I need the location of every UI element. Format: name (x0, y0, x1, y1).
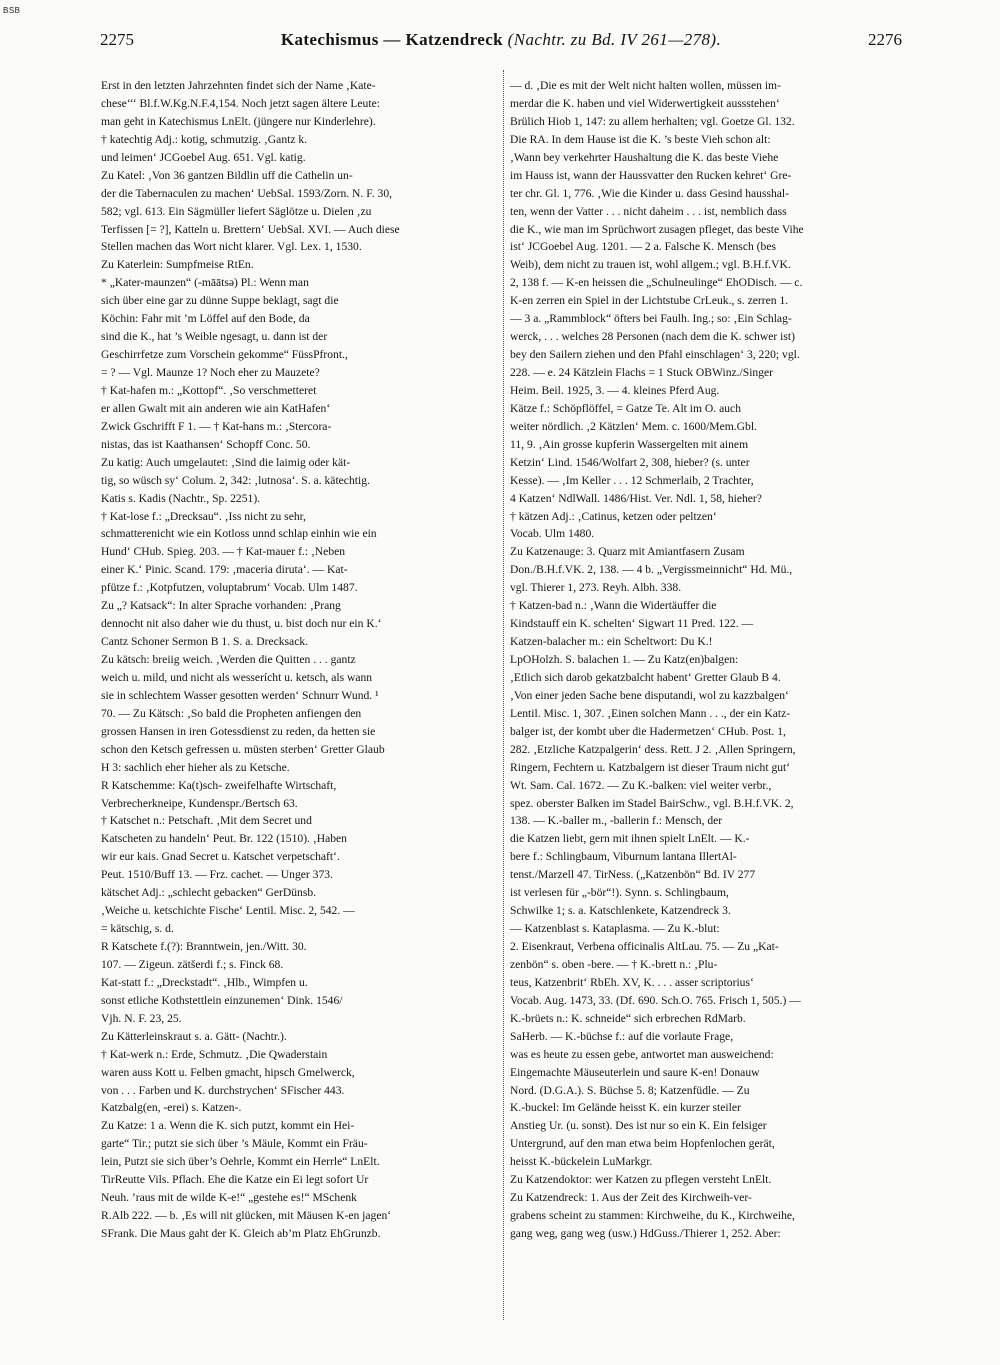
text-line: sie in schlechtem Wasser gesotten werden‘ Schnurr Wund. ¹ (101, 688, 379, 702)
text-line: 11, 9. ‚Ain grosse kupferin Wassergelten mit ainem (510, 437, 749, 451)
text-line: pfütze f.: ‚Kotpfutzen, voluptabrum‘ Vocab. Ulm 1487. (101, 581, 358, 595)
text-line: Zu Kätterleinskraut s. a. Gätt- (Nachtr.). (101, 1029, 287, 1043)
text-line: Ringern, Fechtern u. Katzbalgern ist dieser Traum nicht gut‘ (510, 760, 791, 774)
text-line: Don./B.H.f.VK. 2, 138. — 4 b. „Vergissmeinnicht“ Hd. Mü., (510, 563, 793, 577)
text-line: — 3 a. „Rammblock“ öfters bei Faulh. Ing.; so: ‚Ein Schlag- (510, 312, 792, 326)
text-line: 107. — Zigeun. zätšerdi f.; s. Finck 68. (101, 957, 284, 971)
text-line: und leimen‘ JCGoebel Aug. 651. Vgl. katig. (101, 150, 306, 164)
text-line: von . . . Farben und K. durchstrychen‘ SFischer 443. (101, 1083, 345, 1097)
text-line: R.Alb 222. — b. ‚Es will nit glücken, mit Mäusen K-en jagen‘ (101, 1209, 392, 1223)
text-line: einer K.‘ Pinic. Scand. 179: ‚maceria diruta‘. — Kat- (101, 563, 348, 577)
running-title-note: (Nachtr. zu Bd. IV 261—278). (507, 30, 722, 49)
text-line: ‚Etlich sich darob gekatzbalcht habent‘ Gretter Glaub B 4. (510, 670, 781, 684)
text-line: ‚Von einer jeden Sache bene disputandi, wol zu kazzbalgen‘ (510, 688, 789, 702)
text-line: Neuh. ’raus mit de wilde K-e!“ „gestehe es!“ MSchenk (101, 1191, 357, 1205)
text-line: zenbön“ s. oben -bere. — † K.-brett n.: ‚Plu- (510, 957, 718, 971)
text-line: † Katschet n.: Petschaft. ‚Mit dem Secret und (101, 814, 312, 828)
text-line: kätschet Adj.: „schlecht gebacken“ GerDünsb. (101, 886, 317, 900)
text-line: Weib), dem nicht zu trauen ist, wohl allgem.; vgl. B.H.f.VK. (510, 258, 791, 272)
text-line: tenst./Marzell 47. TirNess. („Katzenbön“ Bd. IV 277 (510, 868, 756, 882)
text-line: Vocab. Aug. 1473, 33. (Df. 690. Sch.O. 765. Frisch 1, 505.) — (510, 993, 801, 1007)
text-line: Eingemachte Mäuseuterlein und saure K-en! Donauw (510, 1065, 760, 1079)
text-line: 138. — K.-baller m., -ballerin f.: Mensch, der (510, 814, 723, 828)
text-line: LpOHolzh. S. balachen 1. — Zu Katz(en)balgen: (510, 653, 739, 666)
text-line: Heim. Beil. 1925, 3. — 4. kleines Pferd Aug. (510, 383, 720, 397)
text-line: chese‘‘‘ Bl.f.W.Kg.N.F.4,154. Noch jetzt sagen ältere Leute: (101, 96, 380, 110)
text-line: ist verlesen für „-bör“!). Synn. s. Schlingbaum, (510, 886, 729, 900)
text-line: 282. ‚Etzliche Katzpalgerin‘ dess. Rett. J 2. ‚Allen Springern, (510, 742, 796, 756)
text-line: weich u. mild, und nicht als wesserícht u. ketsch, als wann (101, 670, 373, 684)
text-line: ‚Wann bey verkehrter Haushaltung die K. das beste Viehe (510, 150, 779, 164)
text-line: Cantz Schoner Sermon B 1. S. a. Drecksack. (101, 635, 309, 649)
text-line: SFrank. Die Maus gaht der K. Gleich ab’m Platz EhGrunzb. (101, 1227, 381, 1240)
text-line: H 3: sachlich eher hieher als zu Ketsche. (101, 760, 290, 774)
text-line: Anstieg Ur. (u. sonst). Des ist nur so ein K. Ein felsiger (510, 1119, 767, 1133)
text-line: Verbrecherkneipe, Kundenspr./Bertsch 63. (101, 796, 298, 810)
text-line: TirReutte Vils. Pflach. Ehe die Katze ein Ei legt sofort Ur (101, 1173, 369, 1187)
text-line: der die Tabernaculen zu machen‘ UebSal. 1593/Zorn. N. F. 30, (101, 186, 393, 200)
text-line: Ketzin‘ Lind. 1546/Wolfart 2, 308, hieber? (s. unter (510, 455, 750, 469)
text-line: bere f.: Schlingbaum, Viburnum lantana IllertAl- (510, 850, 737, 864)
text-line: gang weg, gang weg (usw.) HdGuss./Thierer 1, 252. Aber: (510, 1227, 781, 1240)
text-line: † Katzen-bad n.: ‚Wann die Widertäuffer die (510, 599, 717, 613)
text-line: K.-brüets n.: K. schneide“ sich erbrechen RdMarb. (510, 1011, 746, 1025)
text-line: = kätschig, s. d. (101, 922, 174, 936)
text-line: Kesse). — ‚Im Keller . . . 12 Schmerlaib, 2 Trachter, (510, 473, 754, 487)
text-line: Katis s. Kadis (Nachtr., Sp. 2251). (101, 491, 261, 505)
text-line: Vocab. Ulm 1480. (510, 527, 595, 541)
text-line: bey den Sailern ziehen und den Pfahl einschlagen‘ 3, 220; vgl. (510, 348, 800, 362)
text-line: vgl. Thierer 1, 273. Reyh. Albh. 338. (510, 581, 682, 595)
text-line: nistas, das ist Kaathansen‘ Schopff Conc. 50. (101, 437, 311, 451)
text-line: Schwilke 1; s. a. Katschlenkete, Katzendreck 3. (510, 904, 731, 918)
text-line: K-en zerren ein Spiel in der Lichtstube CrLeuk., s. zerren 1. (510, 294, 789, 308)
text-line: waren auss Kott u. Felben gmacht, hipsch Gmelwerck, (101, 1065, 355, 1079)
text-line: schon den Ketsch gefressen u. müsten sterben‘ Gretter Glaub (101, 742, 385, 756)
text-line: Brülich Hiob 1, 147: zu allem herhalten; vgl. Goetze Gl. 132. (510, 114, 795, 128)
text-line: † Kat-werk n.: Erde, Schmutz. ‚Die Qwaderstain (101, 1047, 328, 1061)
text-line: Peut. 1510/Buff 13. — Frz. cachet. — Unger 373. (101, 868, 333, 882)
text-line: Stellen machen das Wort nicht klarer. Vgl. Lex. 1, 1530. (101, 240, 362, 254)
text-line: Zu Katzenauge: 3. Quarz mit Amiantfasern Zusam (510, 545, 745, 559)
text-line: die K., wie man im Sprüchwort zusagen pfleget, das beste Vihe (510, 222, 804, 236)
text-line: sonst etliche Kothstettlein einzunemen‘ Dink. 1546/ (101, 993, 343, 1007)
text-line: 2, 138 f. — K-en heissen die „Schulneulinge“ EhODisch. — c. (510, 276, 803, 290)
text-line: werck, . . . welches 28 Personen (nach dem die K. schwer ist) (510, 330, 795, 344)
text-line: 70. — Zu Kätsch: ‚So bald die Propheten anfiengen den (101, 706, 362, 720)
text-line: tig, so wüsch sy‘ Colum. 2, 342: ‚lutnosa‘. S. a. kätechtig. (101, 473, 370, 487)
text-line: man geht in Katechismus LnElt. (jüngere nur Kinderlehre). (101, 114, 376, 128)
text-line: 582; vgl. 613. Ein Sägmüller liefert Säglötze u. Dielen ‚zu (101, 204, 372, 218)
text-line: * „Kater-maunzen“ (-māātsə) Pl.: Wenn man (101, 276, 309, 290)
text-line: Zu Katel: ‚Von 36 gantzen Bildlin uff die Cathelin un- (101, 168, 353, 182)
text-line: im Hauss ist, wann der Haussvatter den Rucken kehret‘ Gre- (510, 168, 792, 182)
text-line: Zu Katzendoktor: wer Katzen zu pflegen versteht LnElt. (510, 1173, 772, 1187)
text-line: Zu katig: Auch umgelautet: ‚Sind die laimig oder kät- (101, 455, 351, 469)
text-line: lein, Putzt sie sich über’s Oehrle, Kommt ein Herrle“ LnElt. (101, 1155, 380, 1169)
library-stamp: BSB (3, 6, 21, 15)
text-line: — Katzenblast s. Kataplasma. — Zu K.-blut: (510, 922, 720, 936)
text-line: wir eur kais. Gnad Secret u. Katschet verpetschaft‘. (101, 850, 340, 864)
text-line: Katzbalg(en, -erei) s. Katzen-. (101, 1101, 242, 1115)
text-line: — d. ‚Die es mit der Welt nicht halten wollen, müssen im- (510, 79, 781, 92)
right-column (510, 77, 908, 1243)
text-line: † kätzen Adj.: ‚Catinus, ketzen oder peltzen‘ (510, 509, 717, 523)
text-line: Zu Katerlein: Sumpfmeise RtEn. (101, 258, 254, 272)
text-line: R Katschemme: Ka(t)sch- zweifelhafte Wirtschaft, (101, 778, 337, 792)
text-line: SaHerb. — K.-büchse f.: auf die vorlaute Frage, (510, 1029, 734, 1043)
text-line: Hund‘ CHub. Spieg. 203. — † Kat-mauer f.: ‚Neben (101, 545, 346, 559)
text-line: Zu „? Katsack“: In alter Sprache vorhanden: ‚Prang (101, 599, 341, 613)
text-line: er allen Gwalt mit ain anderen wie ain KatHafen‘ (101, 401, 331, 415)
text-line: 2. Eisenkraut, Verbena officinalis AltLau. 75. — Zu „Kat- (510, 940, 779, 953)
text-line: Untergrund, auf den man etwa beim Hopfenlochen gerät, (510, 1137, 775, 1151)
text-line: teus, Katzenbrit‘ RbEh. XV, K. . . . asser scriptorius‘ (510, 975, 754, 989)
text-line: Die RA. In dem Hause ist die K. ’s beste Vieh schon alt: (510, 132, 771, 146)
page-number-right: 2276 (868, 30, 902, 49)
text-line: Zu Katzendreck: 1. Aus der Zeit des Kirchweih-ver- (510, 1191, 752, 1205)
text-line: Wt. Sam. Cal. 1672. — Zu K.-balken: viel weiter verbr., (510, 778, 772, 792)
text-line: was es heute zu essen gebe, antwortet man ausweichend: (510, 1047, 774, 1061)
text-line: Kätze f.: Schöpflöffel, = Gatze Te. Alt im O. auch (510, 401, 741, 415)
text-line: Terfissen [= ?], Katteln u. Brettern‘ UebSal. XVI. — Auch diese (101, 222, 400, 236)
text-line: Nord. (D.G.A.). S. Büchse 5. 8; Katzenfüdle. — Zu (510, 1083, 750, 1097)
text-line: ist‘ JCGoebel Aug. 1201. — 2 a. Falsche K. Mensch (bes (510, 240, 776, 254)
text-line: = ? — Vgl. Maunze 1? Noch eher zu Mauzete? (101, 366, 320, 379)
text-line: grabens scheint zu stammen: Kirchweihe, du K., Kirchweihe, (510, 1209, 795, 1223)
text-line: Zu Katze: 1 a. Wenn die K. sich putzt, kommt ein Hei- (101, 1119, 355, 1133)
column-divider (503, 70, 504, 1320)
text-line: schmatterenicht wie ein Kotloss unnd schlap einhin wie ein (101, 527, 377, 541)
text-line: R Katschete f.(?): Branntwein, jen./Witt. 30. (101, 940, 307, 953)
text-line: merdar die K. haben und viel Widerwertigkeit aussstehen‘ (510, 96, 780, 110)
text-line: Lentil. Misc. 1, 307. ‚Einen solchen Mann . . ., der ein Katz- (510, 706, 791, 720)
text-line: Erst in den letzten Jahrzehnten findet sich der Name ‚Kate- (101, 79, 376, 92)
left-column (101, 77, 497, 1243)
text-line: Kat-statt f.: „Dreckstadt“. ‚Hlb., Wimpfen u. (101, 975, 308, 989)
text-line: 228. — e. 24 Kätzlein Flachs = 1 Stuck OBWinz./Singer (510, 366, 774, 379)
text-line: Vjh. N. F. 23, 25. (101, 1011, 182, 1025)
text-line: dennocht nit also daher wie du thust, u. bist doch nur ein K.‘ (101, 617, 382, 631)
text-line: die Katzen liebt, gern mit ihnen spielt LnElt. — K.- (510, 832, 750, 846)
text-line: sich über eine gar zu dünne Suppe beklagt, sagt die (101, 294, 339, 308)
page-header (96, 30, 906, 52)
text-line: ter chr. Gl. 1, 776. ‚Wie die Kinder u. dass Gesind hausshal- (510, 186, 790, 200)
running-title-text: Katechismus — Katzendreck (280, 30, 504, 49)
text-line: † Kat-hafen m.: „Kottopf“. ‚So verschmetteret (101, 383, 317, 397)
text-line: Zwick Gschrifft F 1. — † Kat-hans m.: ‚Stercora- (101, 419, 332, 433)
text-line: 4 Katzen‘ NdlWall. 1486/Hist. Ver. Ndl. 1, 58, hieher? (510, 491, 762, 505)
text-line: balger ist, der kombt uber die Hadermetzen‘ CHub. Post. 1, (510, 724, 786, 738)
text-line: Katscheten zu handeln‘ Peut. Br. 122 (1510). ‚Haben (101, 832, 347, 846)
text-line: Geschirrfetze zum Vorschein gekomme“ FüssPfront., (101, 348, 348, 362)
text-line: spez. oberster Balken im Stadel BairSchw., vgl. B.H.f.VK. 2, (510, 796, 794, 810)
text-line: K.-buckel: Im Gelände heisst K. ein kurzer steiler (510, 1101, 741, 1115)
text-line: Köchin: Fahr mit ’m Löffel auf den Bode, da (101, 312, 310, 326)
text-line: † Kat-lose f.: „Drecksau“. ‚Iss nicht zu sehr, (101, 509, 306, 523)
text-line: garte“ Tir.; putzt sie sich über ’s Mäule, Kommt ein Fräu- (101, 1137, 368, 1151)
text-line: ‚Weiche u. ketschichte Fische‘ Lentil. Misc. 2, 542. — (101, 904, 355, 918)
text-line: sind die K., hat ’s Weible ngesagt, u. dann ist der (101, 330, 328, 344)
text-line: Kindstauff ein K. schelten‘ Sigwart 11 Pred. 122. — (510, 617, 754, 631)
running-title (96, 30, 906, 50)
text-line: grossen Hansen in iren Gotessdienst zu reden, da hetten sie (101, 724, 376, 738)
text-line: † katechtig Adj.: kotig, schmutzig. ‚Gantz k. (101, 132, 308, 146)
text-line: Katzen-balacher m.: ein Scheltwort: Du K.! (510, 635, 713, 649)
text-line: weiter nördlich. ‚2 Kätzlen‘ Mem. c. 1600/Mem.Gbl. (510, 419, 757, 433)
text-line: Zu kätsch: breiig weich. ‚Werden die Quitten . . . gantz (101, 653, 356, 666)
text-line: ten, wenn der Vatter . . . nicht daheim . . . ist, nemblich dass (510, 204, 787, 218)
page-number-left: 2275 (100, 30, 134, 49)
text-line: heisst K.-bückelein LuMarkgr. (510, 1155, 653, 1169)
